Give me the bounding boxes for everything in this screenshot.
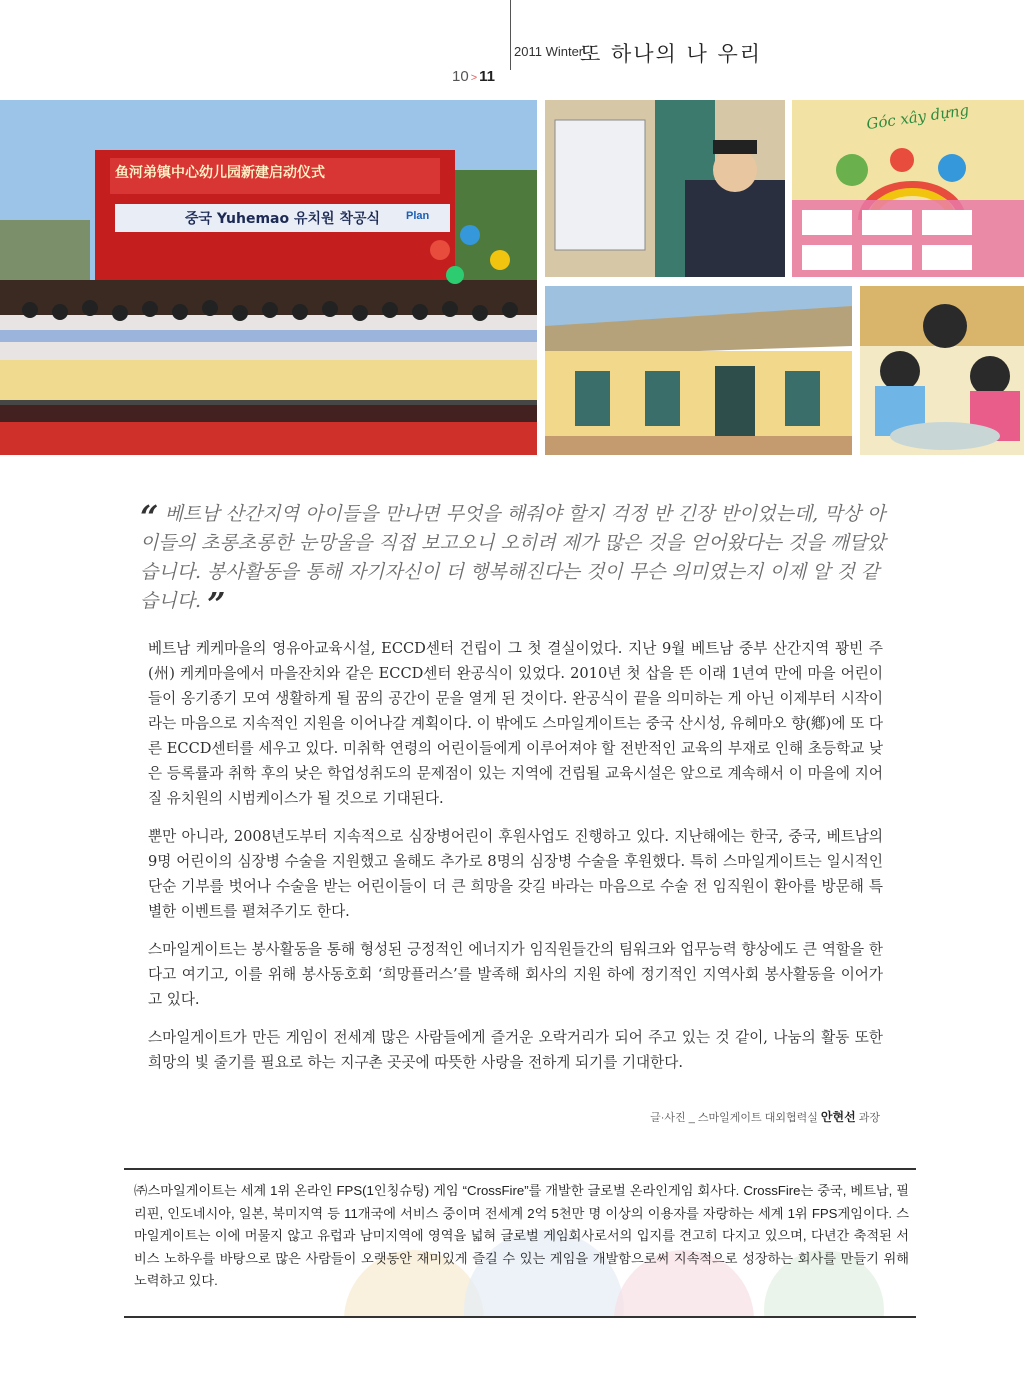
byline-prefix: 글·사진 _ 스마일게이트 대외협력실	[650, 1112, 821, 1124]
article-paragraph: 스마일게이트는 봉사활동을 통해 형성된 긍정적인 에너지가 임직원들간의 팀워크와 업무능력 향상에도 큰 역할을 한다고 여기고, 이를 위해 봉사동호회 ‘희망플러스’를 발족해 회사의 지원 하에 정기적인 지역사회 봉사활동을 이어가고 있다.	[148, 941, 883, 1008]
ceremony-banner: 중국 Yuhemao 유치원 착공식	[185, 211, 381, 227]
page-separator: >	[470, 72, 478, 84]
article-paragraph: 뿐만 아니라, 2008년도부터 지속적으로 심장병어린이 후원사업도 진행하고 있다. 지난해에는 한국, 중국, 베트남의 9명 어린이의 심장병 수술을 지원했고 올해도 추가로 8명의 심장병 수술을 후원했다. 특히 스마일게이트는 일시적인 단순 기부를 벗어나 수술을 받는 어린이들이 더 큰 희망을 갖길 바라는 마음으로 수술 전 임직원이 환아를 방문해 특별한 이벤트를 펼쳐주기도 한다.	[148, 828, 883, 920]
page-left: 10	[452, 68, 469, 85]
article-paragraph: 스마일게이트가 만든 게임이 전세계 많은 사람들에게 즐거운 오락거리가 되어 주고 있는 것 같이, 나눔의 활동 또한 희망의 빛 줄기를 필요로 하는 지구촌 곳곳에 따뜻한 사랑을 전하게 되기를 기대한다.	[148, 1029, 883, 1071]
byline-name: 안현선	[820, 1110, 856, 1124]
page-numbers	[452, 68, 495, 85]
photo-children	[860, 286, 1024, 455]
header-divider	[510, 0, 511, 70]
quote-close-mark: ”	[207, 585, 226, 623]
photo-plaque	[545, 100, 785, 277]
pull-quote	[140, 498, 890, 623]
company-box-top-rule	[124, 1168, 916, 1170]
page-right: 11	[479, 68, 495, 85]
company-description: ㈜스마일게이트는 세계 1위 온라인 FPS(1인칭슈팅) 게임 “CrossFire”를 개발한 글로벌 온라인게임 회사다. CrossFire는 중국, 베트남, 필리핀, 인도네시아, 일본, 북미지역 등 11개국에 서비스 중이며 전세계 2억 5천만 명 이상의 이용자를 자랑하는 세계 1위 FPS게임이다. 스마일게이트는 이에 머물지 않고 유럽과 남미지역에 영역을 넓혀 글로벌 게임회사로서의 입지를 견고히 다지고 있으며, 다년간 축적된 서비스 노하우를 바탕으로 많은 사람들이 오랫동안 재미있게 즐길 수 있는 게임을 개발함으로써 지속적으로 성장하는 회사를 만들기 위해 노력하고 있다.	[134, 1183, 909, 1288]
banner-logo: Plan	[406, 210, 430, 222]
company-box-bottom-rule	[124, 1316, 916, 1318]
byline	[600, 1108, 880, 1125]
article-paragraph: 베트남 케케마을의 영유아교육시설, ECCD센터 건립이 그 첫 결실이었다. 지난 9월 베트남 중부 산간지역 꽝빈 주(州) 케케마을에서 마을잔치와 같은 ECCD센터 완공식이 있었다. 2010년 첫 삽을 뜬 이래 1년여 만에 마을 어린이들이 옹기종기 모여 생활하게 될 꿈의 공간이 문을 열게 된 것이다. 완공식이 끝을 의미하는 게 아닌 이제부터 시작이라는 마음으로 지속적인 지원을 이어나갈 계획이다. 이 밖에도 스마일게이트는 중국 산시성, 유헤마오 향(鄕)에 또 다른 ECCD센터를 세우고 있다. 미취학 연령의 어린이들에게 이루어져야 할 전반적인 교육의 부재로 인해 초등학교 낮은 등록률과 취학 후의 낮은 학업성취도의 문제점이 있는 지역에 건립될 교육시설은 앞으로 계속해서 이 마을에 지어질 유치원의 시범케이스가 될 것으로 기대된다.	[148, 640, 883, 807]
article-body	[148, 636, 883, 1088]
quote-open-mark: “	[140, 498, 159, 536]
quote-text: 베트남 산간지역 아이들을 만나면 무엇을 해줘야 할지 걱정 반 긴장 반이었는데, 막상 아이들의 초롱초롱한 눈망울을 직접 보고오니 오히려 제가 많은 것을 얻어왔다는 것을 깨달았습니다. 봉사활동을 통해 자기자신이 더 행복해진다는 것이 무슨 의미였는지 이제 알 것 같습니다.	[140, 503, 886, 612]
magazine-title: 또 하나의 나 우리	[580, 42, 763, 66]
classroom-sign: Góc xây dựng	[865, 100, 971, 134]
ceremony-banner-top: 鱼河弟镇中心幼儿园新建启动仪式	[115, 165, 325, 181]
photo-building	[545, 286, 852, 455]
photo-ceremony	[0, 100, 537, 455]
photo-classroom	[792, 100, 1024, 277]
issue-label: 2011 Winter	[514, 44, 584, 59]
byline-suffix: 과장	[855, 1112, 880, 1124]
